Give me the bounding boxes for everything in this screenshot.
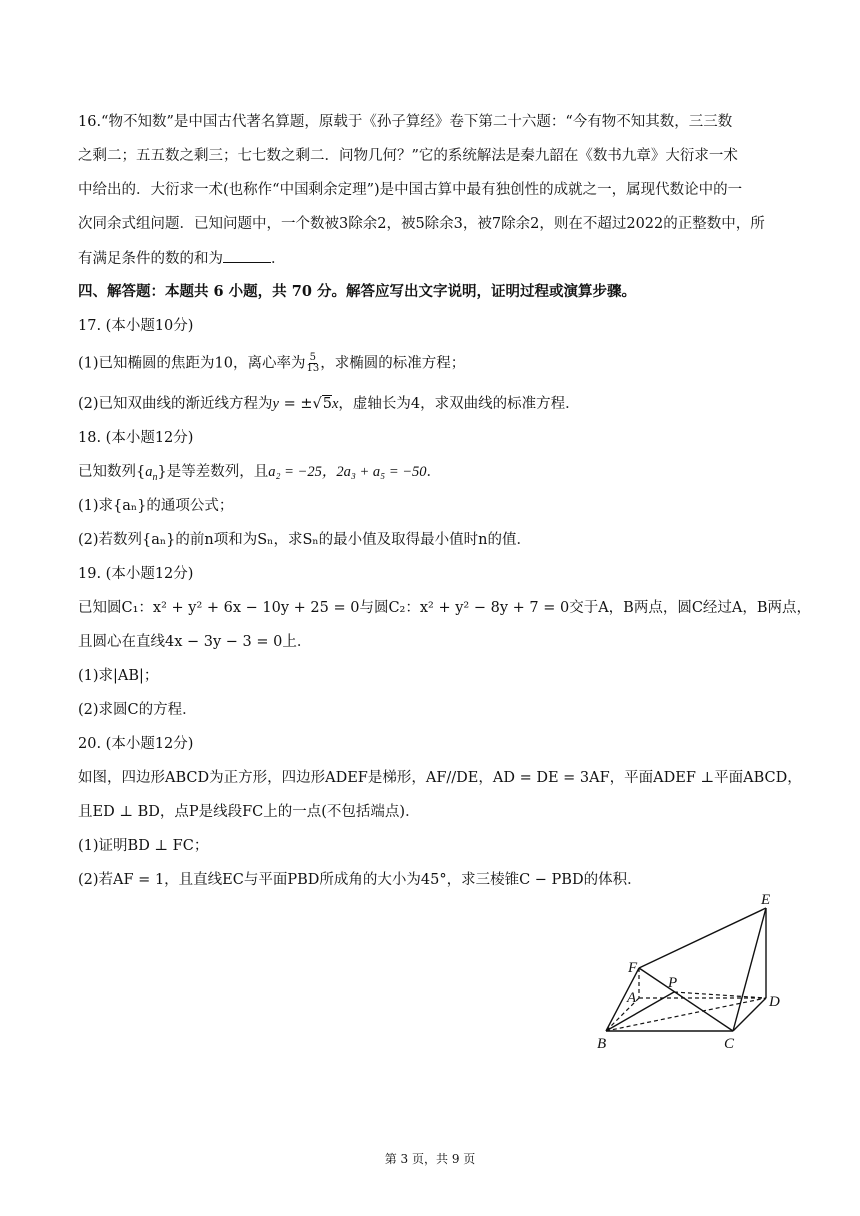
q20-line-2: 且ED ⊥ BD，点P是线段FC上的一点(不包括端点)． — [78, 804, 420, 820]
q18-line-1: 已知数列$\{a_n\}$是等差数列，且a₂ = −25，2a₃ + a₅ = −50． — [78, 464, 442, 483]
q17-part-2 — [78, 394, 820, 414]
q16-line-3: 中给出的．大衍求一术(也称作“中国剩余定理”)是中国古算中最有独创性的成就之一，属现代数论中的一 — [78, 182, 743, 198]
q16-line-4: 次同余式组问题．已知问题中，一个数被3除余2，被5除余3，被7除余2，则在不超过2022的正整数中，所 — [78, 216, 765, 232]
q16-line-5 — [78, 248, 820, 269]
q16-line-5-end: ． — [271, 251, 286, 267]
label-C: C — [724, 1036, 735, 1052]
edge-EC — [733, 908, 766, 1031]
label-P: P — [668, 975, 678, 991]
label-E: E — [761, 892, 771, 908]
fraction-numerator: 5 — [309, 352, 317, 363]
q17-part-2-end: ，虚轴长为4，求双曲线的标准方程． — [338, 396, 580, 412]
q20-part-2: (2)若AF = 1，且直线EC与平面PBD所成角的大小为45°，求三棱锥C − PBD的体积． — [78, 872, 642, 888]
edge-FC — [639, 968, 733, 1031]
q19-line-1: 已知圆C₁：x² + y² + 6x − 10y + 25 = 0与圆C₂：x² + y² − 8y + 7 = 0交于A，B两点，圆C经过A，B两点， — [78, 600, 812, 616]
q18-part-2: (2)若数列{aₙ}的前n项和为Sₙ，求Sₙ的最小值及取得最小值时n的值． — [78, 532, 531, 548]
answer-blank — [223, 248, 271, 263]
geometry-figure — [590, 888, 800, 1058]
eq-sign: = ±√ — [278, 396, 322, 412]
q17-part-1-text: (1)已知椭圆的焦距为10，离心率为 — [78, 355, 306, 372]
label-D: D — [769, 994, 780, 1010]
var-x: x — [331, 396, 339, 412]
var-y: y — [272, 396, 279, 412]
q19-heading: 19. (本小题12分) — [78, 566, 194, 582]
label-B: B — [597, 1036, 607, 1052]
q18-condition: a₂ = −25，2a₃ + a₅ = −50 — [268, 464, 427, 480]
edge-PD — [674, 992, 766, 998]
label-F: F — [628, 960, 638, 976]
q17-part-2-text: (2)已知双曲线的渐近线方程为 — [78, 396, 273, 412]
q19-part-2: (2)求圆C的方程． — [78, 702, 197, 718]
q19-line-2: 且圆心在直线4x − 3y − 3 = 0上． — [78, 634, 312, 650]
q16-line-2: 之剩二；五五数之剩三；七七数之剩二．问物几何？”它的系统解法是秦九韶在《数书九章》大衍求一术 — [78, 148, 738, 164]
q20-line-1: 如图，四边形ABCD为正方形，四边形ADEF是梯形，AF//DE，AD = DE = 3AF，平面ADEF ⊥平面ABCD， — [78, 770, 802, 786]
sqrt-radicand: 5 — [322, 396, 332, 412]
q18-part-1: (1)求{aₙ}的通项公式； — [78, 498, 234, 514]
q17-part-1-end: ，求椭圆的标准方程； — [320, 355, 466, 372]
q18-line-1-text: 已知数列{ — [78, 464, 146, 480]
q20-heading: 20. (本小题12分) — [78, 736, 194, 752]
q20-part-1: (1)证明BD ⊥ FC； — [78, 838, 209, 854]
q17-heading: 17. (本小题10分) — [78, 318, 194, 334]
page-footer: 第 3 页，共 9 页 — [384, 1152, 476, 1166]
edge-FE — [639, 908, 766, 968]
fraction-denominator: 13 — [306, 363, 320, 374]
sequence-an: a — [145, 464, 153, 480]
q17-part-1 — [78, 353, 820, 374]
label-A: A — [627, 990, 637, 1006]
q18-line-1-mid: }是等差数列，且 — [157, 464, 269, 480]
q16-line-5-text: 有满足条件的数的和为 — [78, 251, 223, 267]
q19-part-1: (1)求|AB|； — [78, 668, 159, 684]
q16-line-1: 16.“物不知数”是中国古代著名算题，原载于《孙子算经》卷下第二十六题：“今有物不知其数，三三数 — [78, 114, 733, 130]
q18-heading: 18. (本小题12分) — [78, 430, 194, 446]
eccentricity-fraction — [307, 353, 320, 374]
section-4-heading: 四、解答题：本题共 6 小题，共 70 分。解答应写出文字说明，证明过程或演算步骤。 — [78, 283, 636, 300]
q18-line-1-end: ． — [426, 464, 442, 480]
